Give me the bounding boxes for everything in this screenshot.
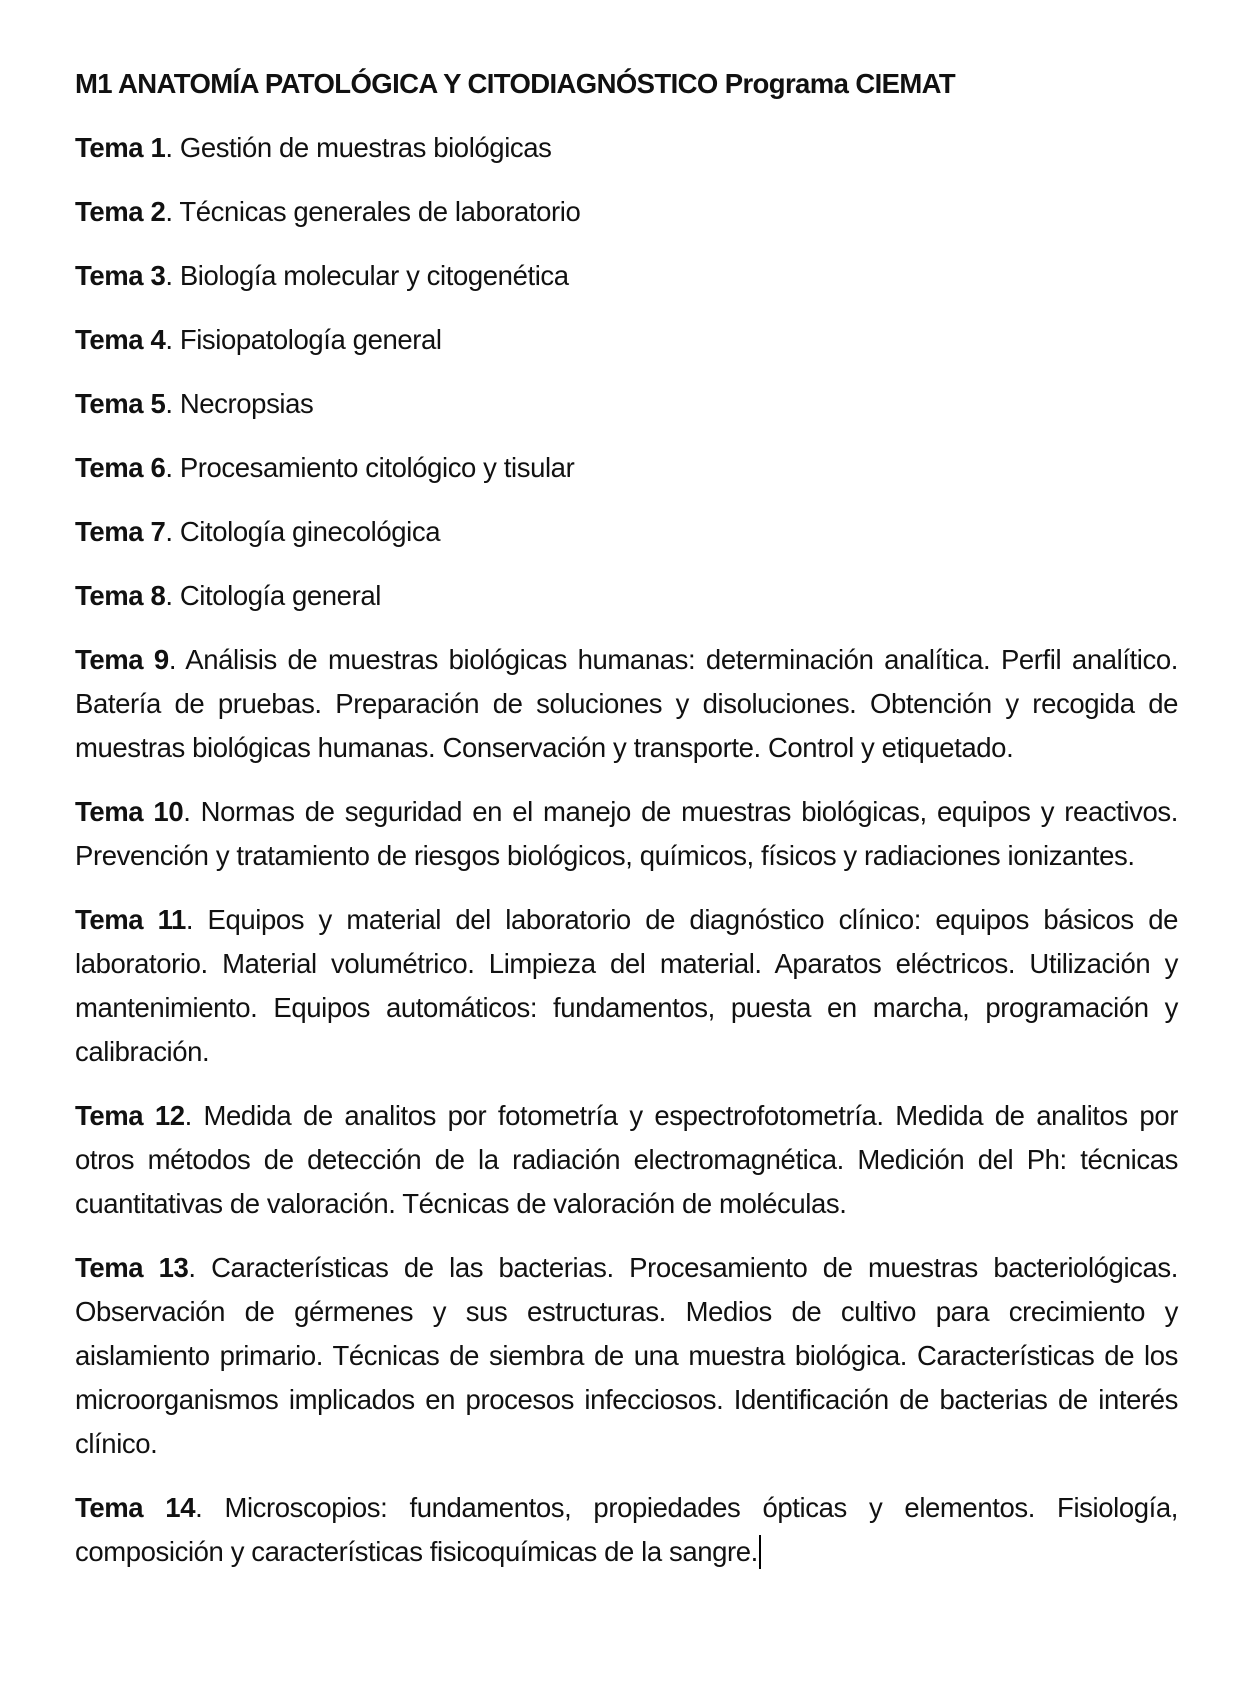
tema-8: [75, 574, 1178, 618]
tema-14: [75, 1486, 1178, 1574]
tema-label: Tema 2: [75, 196, 166, 227]
tema-text: . Citología ginecológica: [165, 516, 441, 547]
tema-text: . Necropsias: [165, 388, 314, 419]
tema-12: [75, 1094, 1178, 1226]
tema-text: . Características de las bacterias. Procesamiento de muestras bacteriológicas. Observación de gérmenes y sus estructuras. Medios de cultivo para crecimiento y aislamiento primario. Técnicas de siembra de una muestra biológica. Características de los microorganismos implicados en procesos infecciosos. Identificación de bacterias de interés clínico.: [75, 1252, 1178, 1459]
tema-label: Tema 13: [75, 1252, 189, 1283]
tema-label: Tema 9: [75, 644, 169, 675]
tema-1: [75, 126, 1178, 170]
tema-9: [75, 638, 1178, 770]
document-page: [75, 62, 1178, 1594]
tema-text: . Citología general: [165, 580, 381, 611]
tema-text: . Equipos y material del laboratorio de diagnóstico clínico: equipos básicos de laboratorio. Material volumétrico. Limpieza del material. Aparatos eléctricos. Utilización y mantenimiento. Equipos automáticos: fundamentos, puesta en marcha, programación y calibración.: [75, 904, 1178, 1067]
tema-text: . Procesamiento citológico y tisular: [165, 452, 575, 483]
document-title: M1 ANATOMÍA PATOLÓGICA Y CITODIAGNÓSTICO Programa CIEMAT: [75, 68, 956, 99]
tema-label: Tema 11: [75, 904, 186, 935]
text-cursor: [759, 1535, 761, 1569]
tema-6: [75, 446, 1178, 490]
tema-label: Tema 1: [75, 132, 166, 163]
tema-text: . Técnicas generales de laboratorio: [165, 196, 581, 227]
tema-label: Tema 3: [75, 260, 166, 291]
tema-text: . Medida de analitos por fotometría y espectrofotometría. Medida de analitos por otros métodos de detección de la radiación electromagnética. Medición del Ph: técnicas cuantitativas de valoración. Técnicas de valoración de moléculas.: [75, 1100, 1178, 1219]
tema-10: [75, 790, 1178, 878]
tema-7: [75, 510, 1178, 554]
tema-label: Tema 6: [75, 452, 166, 483]
tema-text: . Microscopios: fundamentos, propiedades ópticas y elementos. Fisiología, composición y características fisicoquímicas de la sangre.: [75, 1492, 1178, 1567]
tema-text: . Biología molecular y citogenética: [165, 260, 569, 291]
tema-label: Tema 8: [75, 580, 166, 611]
tema-label: Tema 12: [75, 1100, 185, 1131]
tema-text: . Gestión de muestras biológicas: [165, 132, 552, 163]
tema-label: Tema 14: [75, 1492, 196, 1523]
tema-label: Tema 10: [75, 796, 184, 827]
tema-label: Tema 4: [75, 324, 166, 355]
tema-13: [75, 1246, 1178, 1466]
tema-text: . Normas de seguridad en el manejo de muestras biológicas, equipos y reactivos. Prevención y tratamiento de riesgos biológicos, químicos, físicos y radiaciones ionizantes.: [75, 796, 1178, 871]
tema-text: . Fisiopatología general: [165, 324, 442, 355]
tema-4: [75, 318, 1178, 362]
tema-2: [75, 190, 1178, 234]
tema-label: Tema 7: [75, 516, 166, 547]
tema-5: [75, 382, 1178, 426]
tema-label: Tema 5: [75, 388, 166, 419]
tema-11: [75, 898, 1178, 1074]
tema-text: . Análisis de muestras biológicas humanas: determinación analítica. Perfil analítico. Batería de pruebas. Preparación de soluciones y disoluciones. Obtención y recogida de muestras biológicas humanas. Conservación y transporte. Control y etiquetado.: [75, 644, 1178, 763]
tema-3: [75, 254, 1178, 298]
